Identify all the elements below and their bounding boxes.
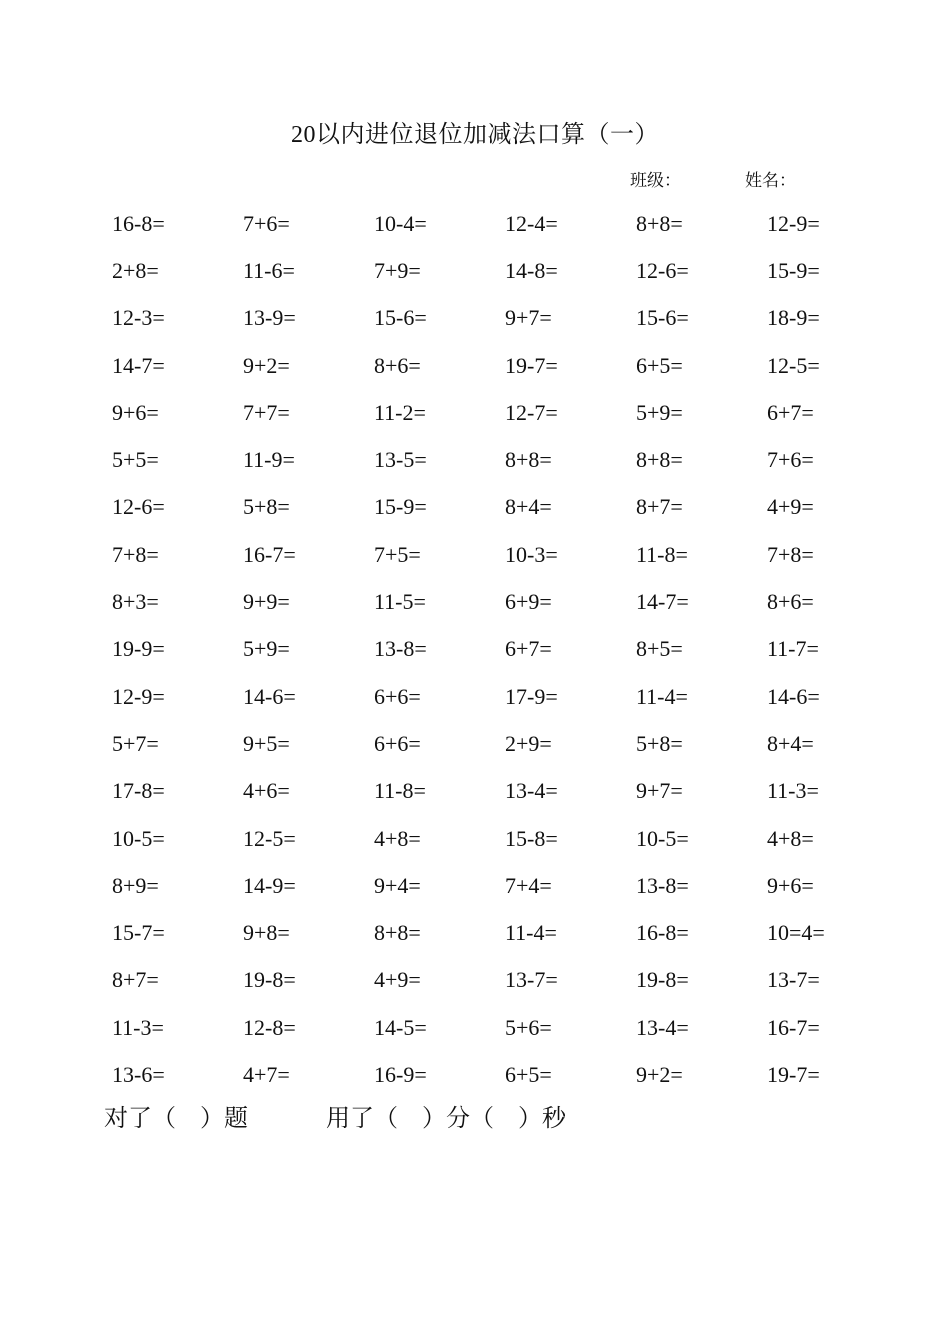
problem-item: 14-6= — [767, 683, 820, 709]
problem-item: 10-5= — [112, 825, 165, 851]
problem-item: 13-6= — [112, 1061, 165, 1087]
problem-item: 8+4= — [505, 494, 552, 520]
problem-item: 4+8= — [374, 825, 421, 851]
problem-item: 13-8= — [374, 636, 427, 662]
problem-item: 9+4= — [374, 872, 421, 898]
problem-item: 11-3= — [767, 778, 819, 804]
problem-item: 7+9= — [374, 257, 421, 283]
problem-item: 7+8= — [767, 541, 814, 567]
problem-row — [112, 1051, 857, 1098]
problem-item: 12-4= — [505, 210, 558, 236]
problem-item: 15-6= — [636, 305, 689, 331]
problem-row — [112, 720, 857, 767]
problem-item: 4+9= — [767, 494, 814, 520]
footer — [104, 1098, 566, 1133]
problem-item: 11-7= — [767, 636, 819, 662]
problem-item: 6+7= — [505, 636, 552, 662]
problem-item: 4+9= — [374, 967, 421, 993]
problem-item: 15-8= — [505, 825, 558, 851]
problem-item: 9+6= — [767, 872, 814, 898]
problem-item: 5+9= — [243, 636, 290, 662]
problem-item: 11-9= — [243, 447, 295, 473]
problem-item: 17-9= — [505, 683, 558, 709]
problem-item: 5+8= — [243, 494, 290, 520]
problem-item: 8+8= — [636, 210, 683, 236]
problem-item: 7+7= — [243, 399, 290, 425]
problem-item: 12-7= — [505, 399, 558, 425]
problem-item: 8+7= — [112, 967, 159, 993]
problem-row — [112, 484, 857, 531]
problem-row — [112, 531, 857, 578]
name-label: 姓名： — [745, 171, 796, 190]
problem-item: 12-9= — [767, 210, 820, 236]
problem-item: 13-5= — [374, 447, 427, 473]
problem-item: 9+2= — [243, 352, 290, 378]
problem-item: 9+8= — [243, 920, 290, 946]
problem-item: 13-8= — [636, 872, 689, 898]
problem-item: 8+7= — [636, 494, 683, 520]
problem-item: 13-7= — [505, 967, 558, 993]
problem-row — [112, 626, 857, 673]
problem-item: 14-7= — [636, 589, 689, 615]
problem-item: 11-8= — [374, 778, 426, 804]
problem-item: 16-9= — [374, 1061, 427, 1087]
problem-item: 11-6= — [243, 257, 295, 283]
problem-item: 7+8= — [112, 541, 159, 567]
problem-item: 13-7= — [767, 967, 820, 993]
problem-item: 2+8= — [112, 257, 159, 283]
problem-item: 9+9= — [243, 589, 290, 615]
problem-item: 11-4= — [505, 920, 557, 946]
problem-item: 14-6= — [243, 683, 296, 709]
problem-item: 19-8= — [243, 967, 296, 993]
problem-row — [112, 247, 857, 294]
problem-item: 12-5= — [243, 825, 296, 851]
problem-item: 6+7= — [767, 399, 814, 425]
problem-item: 18-9= — [767, 305, 820, 331]
problem-item: 19-7= — [505, 352, 558, 378]
problem-item: 16-7= — [243, 541, 296, 567]
problem-item: 7+4= — [505, 872, 552, 898]
problem-item: 10=4= — [767, 920, 825, 946]
problem-row — [112, 909, 857, 956]
time-used-label: 用了（ ）分（ ）秒 — [326, 1106, 566, 1132]
problem-item: 15-9= — [374, 494, 427, 520]
problem-item: 13-4= — [636, 1014, 689, 1040]
problem-item: 10-5= — [636, 825, 689, 851]
problem-item: 6+5= — [505, 1061, 552, 1087]
problem-row — [112, 862, 857, 909]
problem-item: 8+8= — [505, 447, 552, 473]
problem-item: 11-3= — [112, 1014, 164, 1040]
problem-row — [112, 957, 857, 1004]
problem-item: 17-8= — [112, 778, 165, 804]
problem-item: 8+6= — [374, 352, 421, 378]
problem-item: 14-7= — [112, 352, 165, 378]
problem-item: 7+6= — [767, 447, 814, 473]
problem-item: 6+6= — [374, 683, 421, 709]
problem-item: 5+8= — [636, 730, 683, 756]
problem-item: 14-5= — [374, 1014, 427, 1040]
problem-row — [112, 1004, 857, 1051]
problem-item: 15-7= — [112, 920, 165, 946]
problem-item: 8+8= — [636, 447, 683, 473]
problem-item: 9+6= — [112, 399, 159, 425]
problem-item: 16-7= — [767, 1014, 820, 1040]
problem-row — [112, 342, 857, 389]
problem-item: 11-5= — [374, 589, 426, 615]
problem-item: 7+5= — [374, 541, 421, 567]
problem-item: 11-4= — [636, 683, 688, 709]
problem-item: 14-8= — [505, 257, 558, 283]
problem-item: 19-9= — [112, 636, 165, 662]
problem-item: 19-7= — [767, 1061, 820, 1087]
problem-item: 12-9= — [112, 683, 165, 709]
problem-item: 12-5= — [767, 352, 820, 378]
problem-item: 16-8= — [636, 920, 689, 946]
problem-item: 2+9= — [505, 730, 552, 756]
problem-item: 6+6= — [374, 730, 421, 756]
problem-row — [112, 815, 857, 862]
problem-item: 8+5= — [636, 636, 683, 662]
problem-item: 9+2= — [636, 1061, 683, 1087]
problem-item: 11-2= — [374, 399, 426, 425]
problem-item: 4+7= — [243, 1061, 290, 1087]
problem-item: 9+7= — [636, 778, 683, 804]
problem-row — [112, 673, 857, 720]
problem-item: 5+9= — [636, 399, 683, 425]
problem-item: 8+6= — [767, 589, 814, 615]
problem-grid — [112, 200, 857, 1099]
problem-item: 4+6= — [243, 778, 290, 804]
problem-item: 6+9= — [505, 589, 552, 615]
problem-item: 5+5= — [112, 447, 159, 473]
problem-item: 5+7= — [112, 730, 159, 756]
problem-row — [112, 768, 857, 815]
problem-item: 12-3= — [112, 305, 165, 331]
problem-item: 19-8= — [636, 967, 689, 993]
problem-item: 5+6= — [505, 1014, 552, 1040]
problem-item: 16-8= — [112, 210, 165, 236]
problem-item: 12-8= — [243, 1014, 296, 1040]
problem-item: 9+5= — [243, 730, 290, 756]
worksheet-title: 20以内进位退位加减法口算（一） — [291, 122, 659, 148]
problem-item: 10-3= — [505, 541, 558, 567]
problem-item: 12-6= — [112, 494, 165, 520]
problem-item: 8+8= — [374, 920, 421, 946]
problem-item: 13-4= — [505, 778, 558, 804]
problem-row — [112, 389, 857, 436]
correct-count-label: 对了（ ）题 — [104, 1106, 248, 1132]
problem-row — [112, 295, 857, 342]
problem-item: 9+7= — [505, 305, 552, 331]
problem-row — [112, 436, 857, 483]
problem-item: 7+6= — [243, 210, 290, 236]
problem-item: 11-8= — [636, 541, 688, 567]
problem-item: 6+5= — [636, 352, 683, 378]
problem-item: 13-9= — [243, 305, 296, 331]
problem-item: 15-9= — [767, 257, 820, 283]
problem-item: 4+8= — [767, 825, 814, 851]
problem-item: 8+3= — [112, 589, 159, 615]
problem-row — [112, 578, 857, 625]
class-label: 班级： — [630, 171, 681, 190]
problem-item: 10-4= — [374, 210, 427, 236]
problem-item: 12-6= — [636, 257, 689, 283]
problem-item: 15-6= — [374, 305, 427, 331]
problem-item: 14-9= — [243, 872, 296, 898]
problem-item: 8+9= — [112, 872, 159, 898]
problem-row — [112, 200, 857, 247]
problem-item: 8+4= — [767, 730, 814, 756]
